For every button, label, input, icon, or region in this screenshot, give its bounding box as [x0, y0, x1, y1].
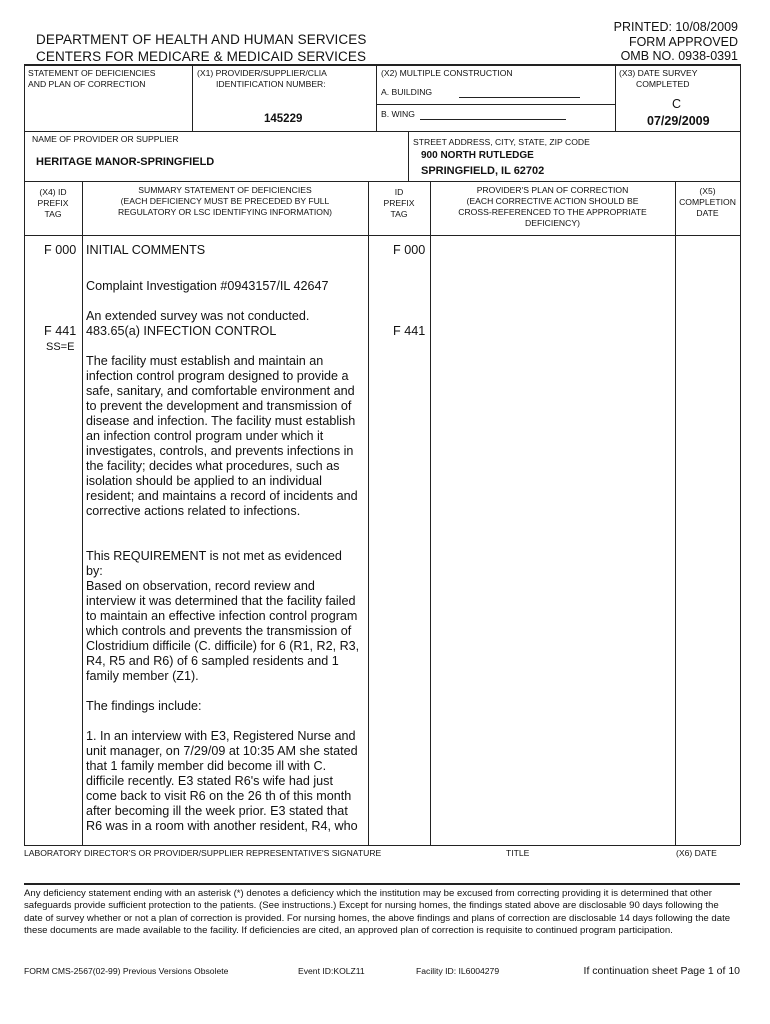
divider — [24, 131, 740, 132]
tag-f000-right: F 000 — [393, 243, 426, 257]
divider — [675, 181, 676, 845]
x1-label: (X1) PROVIDER/SUPPLIER/CLIA IDENTIFICATION NUMBER: — [197, 68, 327, 89]
page-number: If continuation sheet Page 1 of 10 — [583, 965, 740, 977]
divider — [376, 104, 615, 105]
requirement-not-met: This REQUIREMENT is not met as evidenced by: — [86, 549, 342, 578]
infection-control-heading: 483.65(a) INFECTION CONTROL — [86, 324, 277, 338]
divider — [24, 883, 740, 885]
tag-f441: F 441 — [44, 324, 77, 338]
regulation-text: The facility must establish and maintain an infection control program designed to provide a safe, sanitary, and comfortable environment and to prevent the development and transmission of disease and infection. The facility must establish an infection control program under which it investigates, controls, and prevents infections in the facility; decides what procedures, such as isolation should be applied to an individual resident; and maintains a record of incidents and corrective actions related to infections. — [86, 354, 358, 518]
divider — [24, 181, 740, 182]
divider — [408, 131, 409, 181]
summary-column-text — [86, 243, 362, 849]
printed-date: PRINTED: 10/08/2009 — [613, 20, 738, 34]
survey-date: 07/29/2009 — [647, 114, 710, 128]
wing-label: B. WING — [381, 109, 415, 119]
scope-severity: SS=E — [46, 341, 75, 353]
form-number: FORM CMS-2567(02-99) Previous Versions Obsolete — [24, 966, 229, 976]
date-label: (X6) DATE — [676, 848, 717, 858]
statement-label: STATEMENT OF DEFICIENCIES AND PLAN OF CORRECTION — [28, 68, 156, 89]
x5-header: (X5) COMPLETION DATE — [679, 186, 736, 218]
extended-survey-note: An extended survey was not conducted. — [86, 309, 310, 323]
building-label: A. BUILDING — [381, 87, 433, 97]
divider — [430, 181, 431, 845]
left-border — [24, 64, 25, 845]
provider-id-number: 145229 — [264, 113, 303, 125]
omb-number: OMB NO. 0938-0391 — [620, 49, 738, 63]
disclaimer-text: Any deficiency statement ending with an asterisk (*) denotes a deficiency which the institution may be excused from correcting providing it is determined that other safeguards provide sufficient protection to the patients. (See instructions.) Except for nursing homes, the findings stated above are disclosable 90 days following the date of survey whether or not a plan of correction is provided. For nursing homes, the above findings and plans of correction are disclosable 14 days following the date these documents are made available to the facility. If deficiencies are cited, an approved plan of correction is requisite to continued program participation. — [24, 888, 731, 937]
initial-comments-heading: INITIAL COMMENTS — [86, 243, 206, 257]
city-state-zip: SPRINGFIELD, IL 62702 — [421, 165, 545, 177]
plan-header: PROVIDER'S PLAN OF CORRECTION (EACH CORRECTIVE ACTION SHOULD BE CROSS-REFERENCED TO THE APPROPRIATE DEFICIENCY) — [458, 185, 647, 228]
facility-id: Facility ID: IL6004279 — [416, 966, 500, 976]
signature-label: LABORATORY DIRECTOR'S OR PROVIDER/SUPPLIER REPRESENTATIVE'S SIGNATURE — [24, 848, 382, 858]
divider — [24, 235, 740, 236]
summary-header: SUMMARY STATEMENT OF DEFICIENCIES (EACH DEFICIENCY MUST BE PRECEDED BY FULL REGULATORY OR LSC IDENTIFYING INFORMATION) — [117, 185, 333, 217]
divider — [368, 181, 369, 845]
provider-name-label: NAME OF PROVIDER OR SUPPLIER — [32, 134, 179, 144]
divider — [376, 65, 377, 131]
divider — [615, 65, 616, 131]
right-border — [740, 64, 741, 845]
survey-code: C — [672, 97, 682, 111]
top-border — [24, 64, 740, 66]
provider-name: HERITAGE MANOR-SPRINGFIELD — [36, 156, 215, 168]
id-header: ID PREFIX TAG — [383, 187, 415, 219]
title-label: TITLE — [506, 848, 530, 858]
findings-intro: The findings include: — [86, 699, 202, 713]
building-blank — [459, 97, 580, 98]
wing-blank — [420, 119, 566, 120]
complaint-investigation: Complaint Investigation #0943157/IL 42647 — [86, 279, 329, 293]
address-label: STREET ADDRESS, CITY, STATE, ZIP CODE — [413, 137, 590, 147]
x2-label: (X2) MULTIPLE CONSTRUCTION — [381, 68, 513, 78]
department-title: DEPARTMENT OF HEALTH AND HUMAN SERVICES — [36, 32, 367, 47]
agency-title: CENTERS FOR MEDICARE & MEDICAID SERVICES — [36, 49, 367, 64]
finding-1: 1. In an interview with E3, Registered Nurse and unit manager, on 7/29/09 at 10:35 AM she stated that 1 family member did become ill with C. difficile recently. E3 stated R6's wife had just come back to visit R6 on the 26 th of this month after becoming ill the week prior. E3 stated that R6 was in a room with another resident, R4, who — [86, 729, 358, 833]
finding-summary: Based on observation, record review and interview it was determined that the facility failed to maintain an effective infection control program which controls and prevents the transmission of Clostridium difficile (C. difficile) for 6 (R1, R2, R3, R4, R5 and R6) of 6 sampled residents and 1 family member (Z1). — [86, 579, 360, 683]
form-approved: FORM APPROVED — [628, 35, 738, 49]
event-id: Event ID:KOLZ11 — [298, 966, 365, 976]
tag-f441-right: F 441 — [393, 324, 426, 338]
street-address: 900 NORTH RUTLEDGE — [421, 150, 534, 161]
x4-header: (X4) ID PREFIX TAG — [37, 187, 69, 219]
tag-f000: F 000 — [44, 243, 77, 257]
x3-label: (X3) DATE SURVEY COMPLETED — [619, 68, 698, 89]
divider — [82, 181, 83, 845]
divider — [192, 65, 193, 131]
